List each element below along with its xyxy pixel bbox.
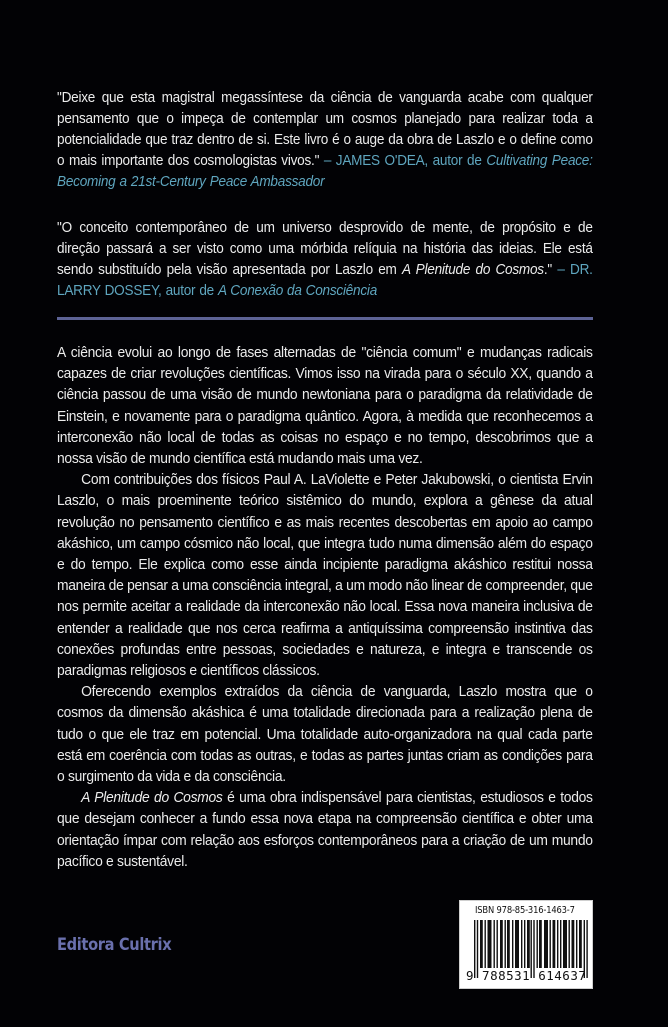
endorsement-quote-2 — [57, 218, 593, 302]
endorsement-quote-1 — [57, 88, 593, 193]
quote-1-work-title: Cultivating Peace: Becoming a 21st-Century Peace Ambassador — [57, 153, 593, 190]
blurb-paragraph-2: Com contribuições dos físicos Paul A. LaViolette e Peter Jakubowski, o cientista Ervin Laszlo, o mais proeminente teórico sistêmico do mundo, explora a gênese da atual revolução no pensamento científico e as mais recentes descobertas em apoio ao campo akáshico, um campo cósmico não local, que integra tudo numa dimensão além do espaço e do tempo. Ele explica como esse ainda incipiente paradigma akáshico restitui nossa maneira de pensar a uma consciência integral, a um modo não linear de compreender, que nos permite aceitar a realidade da interconexão não local. Essa nova maneira inclusiva de entender a realidade que nos cerca reafirma a antiquíssima compreensão instintiva das conexões profundas entre pessoas, sociedades e natureza, e integra e transcende os paradigmas religiosos e científicos clássicos. — [57, 472, 593, 680]
blurb-paragraph-1: A ciência evolui ao longo de fases alternadas de "ciência comum" e mudanças radicais capazes de criar revoluções científicas. Vimos isso na virada para o século XX, quando a ciência passou de uma visão de mundo newtoniana para o paradigma da relatividade de Einstein, e novamente para o paradigma quântico. Agora, à medida que reconhecemos a interconexão não local de todas as coisas no espaço e no tempo, descobrimos que a nossa visão de mundo científica está mudando mais uma vez. — [57, 345, 593, 468]
quote-2-author: – DR. LARRY DOSSEY, autor de — [57, 262, 593, 299]
quote-2-text: "O conceito contemporâneo de um universo desprovido de mente, de propósito e de direção passará a ser visto como uma mórbida relíquia na história das ideias. Ele está sendo substituído pela visão apresentada por Laszlo em — [57, 220, 593, 278]
blurb-paragraph-4 — [57, 788, 593, 873]
quote-2-book-title: A Plenitude do Cosmos — [401, 262, 544, 278]
quote-2-work-title: A Conexão da Consciência — [217, 283, 378, 299]
blurb-body — [57, 343, 593, 873]
isbn-barcode — [459, 900, 593, 989]
quote-2-text-end: ." — [543, 262, 553, 278]
quote-1-text: "Deixe que esta magistral megassíntese da ciência de vanguarda acabe com qualquer pensamento que o impeça de contemplar um cosmos planejado para realizar toda a potencialidade que traz dentro de si. Este livro é o auge da obra de Laszlo e o define como o mais importante dos cosmologistas vivos." — [57, 90, 593, 169]
barcode-digits: 9 788531 614637 — [466, 968, 587, 983]
blurb-paragraph-4-text: é uma obra indispensável para cientistas, estudiosos e todos que desejam conhecer a fundo essa nova etapa na compreensão científica e obter uma orientação ímpar com relação aos esforços contemporâneos para a criação de um mundo pacífico e sustentável. — [57, 790, 593, 870]
publisher-logo: Editora Cultrix — [57, 935, 172, 955]
blurb-paragraph-3: Oferecendo exemplos extraídos da ciência de vanguarda, Laszlo mostra que o cosmos da dimensão akáshica é uma totalidade direcionada para a realização plena de tudo o que ele traz em potencial. Uma totalidade auto-organizadora na qual cada parte está em coerência com todas as outras, e todas as partes juntas criam as condições para o surgimento da vida e da consciência. — [57, 684, 593, 786]
isbn-label: ISBN 978-85-316-1463-7 — [475, 905, 575, 916]
quote-1-author: – JAMES O'DEA, autor de — [319, 153, 487, 169]
section-divider — [57, 317, 593, 320]
book-title: A Plenitude do Cosmos — [81, 790, 223, 807]
